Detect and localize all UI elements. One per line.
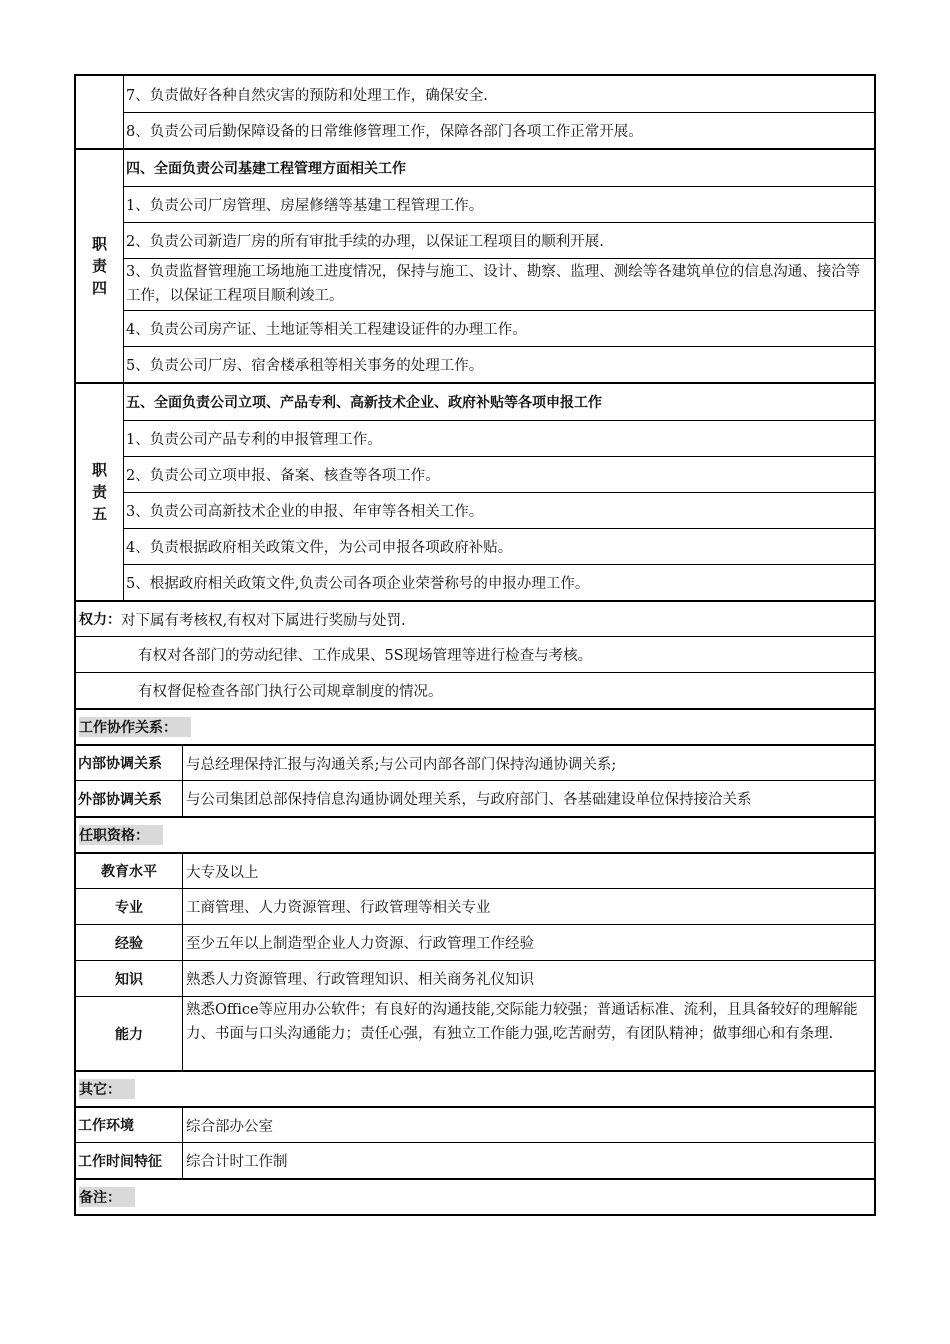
qualification-label: 经验 [76,925,183,960]
work-time-value: 综合计时工作制 [186,1154,288,1170]
qualification-value: 熟悉Office等应用办公软件；有良好的沟通技能,交际能力较强；普通话标准、流利，且具备较好的理解能力、书面与口头沟通能力；责任心强，有独立工作能力强,吃苦耐劳，有团队精神；做事细心和有条理. [186,1002,858,1042]
cooperation-title: 工作协作关系： [79,717,191,737]
label-char: 四 [91,279,107,297]
qualification-value: 工商管理、人力资源管理、行政管理等相关专业 [186,900,491,916]
qualification-value: 大专及以上 [186,864,259,881]
duty-continuation-label [76,76,124,148]
duty-item: 2、负责公司立项申报、备案、核查等各项工作。 [124,456,874,492]
duty-item: 4、负责公司房产证、土地证等相关工程建设证件的办理工作。 [124,310,874,346]
internal-coordination-row [76,744,874,780]
qualifications-title-row [76,816,874,852]
qualifications-title: 任职资格： [79,825,163,845]
work-environment-label: 工作环境 [76,1108,183,1142]
duty-item: 2、负责公司新造厂房的所有审批手续的办理，以保证工程项目的顺利开展. [124,222,874,258]
duty-item: 5、负责公司厂房、宿舍楼承租等相关事务的处理工作。 [124,346,874,382]
duty-five-heading: 五、全面负责公司立项、产品专利、高新技术企业、政府补贴等各项申报工作 [126,395,602,411]
duty-item: 7、负责做好各种自然灾害的预防和处理工作，确保安全. [126,87,488,104]
qualification-value: 熟悉人力资源管理、行政管理知识、相关商务礼仪知识 [186,972,534,988]
label-char: 五 [91,505,107,523]
duty-four-label [76,150,124,382]
internal-coordination-value: 与总经理保持汇报与沟通关系;与公司内部各部门保持沟通协调关系; [186,756,617,773]
qualification-row [76,888,874,924]
duty-four-heading: 四、全面负责公司基建工程管理方面相关工作 [126,161,406,177]
qualification-row [76,852,874,888]
remarks-row [76,1178,874,1214]
qualification-label: 教育水平 [76,854,183,888]
qualification-row [76,996,874,1070]
duty-item: 5、根据政府相关政策文件,负责公司各项企业荣誉称号的申报办理工作。 [124,564,874,600]
authority-row [76,672,874,708]
other-title: 其它： [79,1079,135,1099]
authority-item: 有权对各部门的劳动纪律、工作成果、5S现场管理等进行检查与考核。 [138,648,593,664]
duty-item: 1、负责公司厂房管理、房屋修缮等基建工程管理工作。 [124,186,874,222]
work-environment-row [76,1106,874,1142]
label-char: 责 [91,257,107,275]
qualification-label: 能力 [76,997,183,1070]
authority-row [76,600,874,636]
work-time-label: 工作时间特征 [76,1143,183,1178]
qualification-label: 专业 [76,889,183,924]
external-coordination-value: 与公司集团总部保持信息沟通协调处理关系，与政府部门、各基础建设单位保持接洽关系 [186,792,752,808]
qualification-value: 至少五年以上制造型企业人力资源、行政管理工作经验 [186,936,534,952]
duty-five-label [76,384,124,600]
duty-four-group [76,148,874,382]
qualification-label: 知识 [76,961,183,996]
qualification-row [76,960,874,996]
authority-text: 对下属有考核权,有权对下属进行奖励与处罚. [121,612,406,629]
duty-five-group [76,382,874,600]
work-time-row [76,1142,874,1178]
duty-item: 1、负责公司产品专利的申报管理工作。 [124,420,874,456]
external-coordination-row [76,780,874,816]
duty-continuation-group [76,76,874,148]
job-description-table [74,74,876,1216]
duty-item: 4、负责根据政府相关政策文件，为公司申报各项政府补贴。 [124,528,874,564]
authority-item: 有权督促检查各部门执行公司规章制度的情况。 [138,684,443,700]
duty-item: 8、负责公司后勤保障设备的日常维修管理工作，保障各部门各项工作正常开展。 [124,112,874,148]
qualification-row [76,924,874,960]
internal-coordination-label: 内部协调关系 [76,746,183,780]
duty-item: 3、负责公司高新技术企业的申报、年审等各相关工作。 [124,492,874,528]
label-char: 责 [91,483,107,501]
authority-row [76,636,874,672]
label-char: 职 [91,461,107,479]
other-title-row [76,1070,874,1106]
external-coordination-label: 外部协调关系 [76,781,183,816]
cooperation-title-row [76,708,874,744]
remarks-title: 备注： [79,1187,135,1207]
label-char: 职 [91,235,107,253]
authority-first [76,602,874,636]
authority-label: 权力： [79,612,121,628]
duty-item: 3、负责监督管理施工场地施工进度情况，保持与施工、设计、勘察、监理、测绘等各建筑单位的信息沟通、接洽等工作，以保证工程项目顺利竣工。 [124,258,874,310]
work-environment-value: 综合部办公室 [186,1118,273,1135]
